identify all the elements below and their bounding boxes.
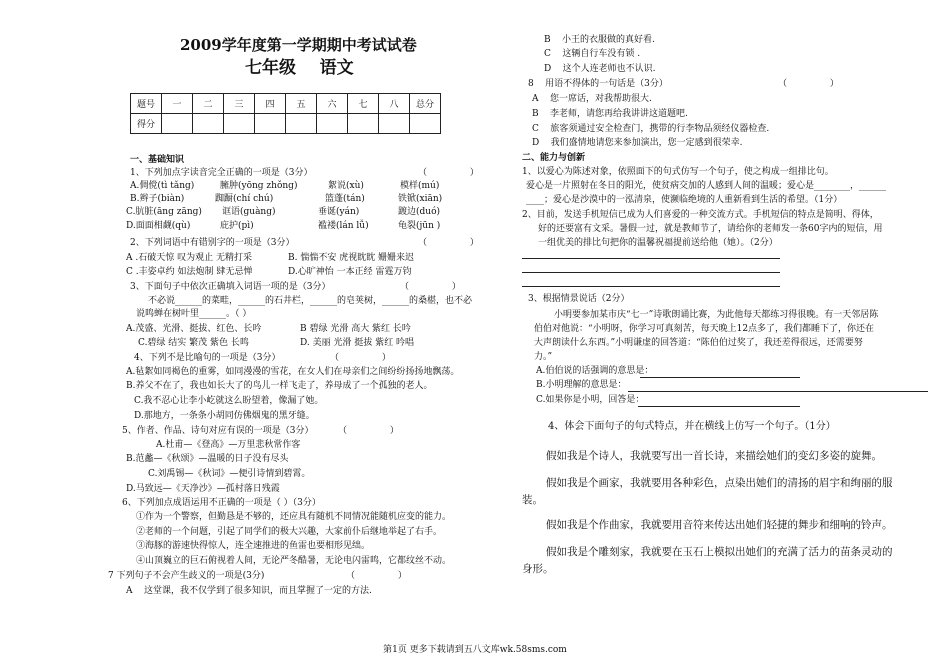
- answer-paren: （ ）: [346, 571, 407, 581]
- score-input-cell[interactable]: [348, 114, 379, 134]
- score-cell: 六: [317, 94, 348, 114]
- option: 踱边(duó): [398, 207, 440, 217]
- paragraph: 身形。: [522, 563, 554, 575]
- score-table-header-row: [131, 94, 441, 114]
- question-r1: 1、以爱心为陈述对象，依照面下的句式仿写一个句子，使之构成一组排比句。: [522, 167, 834, 177]
- option: C.肮脏(āng zāng): [126, 207, 202, 217]
- score-input-cell[interactable]: [317, 114, 348, 134]
- option: B.范蠡—《秋颂》—温暖的日子没有尽头: [126, 454, 289, 464]
- score-input-cell[interactable]: [379, 114, 410, 134]
- option: A 这堂课，我不仅学到了很多知识，而且掌握了一定的方法.: [126, 586, 372, 596]
- question-1: 1、下列加点字读音完全正确的一项是（3分）: [130, 168, 313, 178]
- question-r2: 2、目前，发送手机短信已成为人们喜爱的一种交流方式。手机短信的特点是简明、得体，: [522, 210, 879, 220]
- option: D.马致远—《天净沙》—孤村落日残霞: [126, 484, 280, 494]
- option: 絮说(xù): [328, 181, 364, 191]
- question-8: 8 用语不得体的一句话是（3分）: [528, 79, 668, 89]
- question-5: 5、作者、作品、诗句对应有误的一项是（3分）: [122, 426, 314, 436]
- option: C 这辆自行车没有锁 .: [544, 49, 641, 59]
- option: A.倜傥(tì tǎng): [130, 181, 195, 191]
- score-cell: 五: [286, 94, 317, 114]
- score-input-cell[interactable]: [286, 114, 317, 134]
- question-text: 大声朗读什么东西。”小明谦虚的回答道：“陈伯伯过奖了，我还差得很远，还需要努: [534, 338, 863, 348]
- question-text: 爱心是一片照射在冬日的阳光，使贫病交加的人感到人间的温暖；爱心是________，______: [526, 181, 887, 191]
- option: A.毡絮如同褐色的重雾，如同漫漫的雪花，在女人们在母亲们之间纷纷扬扬地飘荡。: [126, 367, 460, 377]
- option: B 碧绿 光滑 高大 紫红 长吟: [300, 324, 411, 334]
- score-table: [130, 93, 441, 134]
- section-heading: 一、基础知识: [130, 155, 185, 165]
- question-text: 小明要参加某市庆“七一”诗歌朗诵比赛，为此他每天都练习得很晚。有一天邻居陈: [554, 310, 879, 320]
- answer-line[interactable]: [640, 377, 800, 378]
- question-r3: 3、根据情景说话（2分）: [528, 294, 630, 304]
- question-6: 6、下列加点成语运用不正确的一项是（ ）（3分）: [122, 498, 321, 508]
- option: D. 美丽 光滑 挺拔 紫红 吟唱: [300, 338, 415, 348]
- question-text: 伯伯对他说：“小明呀，你学习可真刻苦，每天晚上12点多了，我们都睡下了，你还在: [534, 324, 875, 334]
- score-cell: 一: [162, 94, 193, 114]
- option: 模样(mú): [400, 181, 440, 191]
- question-7: 7 下列句子不会产生歧义的一项是(3分): [108, 571, 265, 581]
- score-table-score-row: [131, 114, 441, 134]
- option: D.那地方，一条条小胡同仿佛烟鬼的黑牙缝。: [134, 411, 315, 421]
- score-cell: 七: [348, 94, 379, 114]
- answer-paren: （ ）: [418, 168, 479, 178]
- answer-line[interactable]: [628, 391, 928, 392]
- option: D.面面相觑(qù): [126, 221, 191, 231]
- score-cell: 八: [379, 94, 410, 114]
- score-cell: 题号: [131, 94, 162, 114]
- option: A.茂盛、光滑、挺拔、红色、长吟: [126, 324, 262, 334]
- option: C.我不忍心让李小屹就这么盼望着，像漏了她。: [134, 396, 324, 406]
- paragraph: 装。: [522, 494, 543, 506]
- option: 踟蹰(chí chú): [215, 194, 274, 204]
- answer-line[interactable]: [522, 286, 780, 287]
- question-2: 2、下列词语中有错别字的一项是（3分）: [130, 238, 295, 248]
- prompt-b: B.小明理解的意思是：: [536, 380, 627, 390]
- exam-title: 2009学年度第一学期期中考试试卷: [180, 36, 417, 54]
- exam-subtitle: 七年级 语文: [245, 58, 354, 78]
- option: 诓语(guàng): [222, 207, 276, 217]
- option: B.辫子(biàn): [130, 194, 185, 204]
- question-text: 力。”: [534, 352, 553, 362]
- answer-line[interactable]: [638, 406, 800, 407]
- statement: ④山顶巍立的巨石俯视着人间，无论严冬酷暑，无论电闪雷鸣，它都纹丝不动。: [136, 556, 452, 566]
- page-footer: 第1页 更多下载请到五八文库wk.58sms.com: [383, 645, 567, 655]
- option: C.碧绿 结实 繁茂 紫色 长鸣: [138, 338, 249, 348]
- question-text: ____；爱心是沙漠中的一泓清泉，使濒临绝境的人重新看到生活的希望。（1分）: [526, 195, 843, 205]
- answer-line[interactable]: [522, 272, 780, 273]
- paragraph: 假如我是个诗人，我就要写出一首长诗，来描绘她们的变幻多姿的旋舞。: [546, 450, 882, 462]
- score-cell: 得分: [131, 114, 162, 134]
- prompt-c: C.如果你是小明，回答是：: [536, 395, 645, 405]
- option: B 李老师，请您再给我讲讲这道题吧.: [532, 109, 688, 119]
- question-text: 不必说______的菜畦，______的石井栏，______的皂荚树，______的桑椹，也不必: [148, 296, 473, 306]
- question-text: 说鸣蝉在树叶里______。（ ）: [136, 309, 252, 319]
- paragraph: 假如我是个作曲家，我就要用音符来传达出她们轻捷的舞步和细响的铃声。: [546, 519, 893, 531]
- score-input-cell[interactable]: [193, 114, 224, 134]
- option: C 旅客须通过安全检查门，携带的行李物品须经仪器检查.: [532, 124, 770, 134]
- option: 龟裂(jūn ): [398, 221, 441, 231]
- answer-paren: （ ）: [330, 353, 391, 363]
- prompt-a: A.伯伯说的话强调的意思是：: [536, 366, 654, 376]
- paragraph: 假如我是个画家，我就要用各种彩色，点染出她们的清扬的眉宇和绚丽的服: [546, 477, 893, 489]
- score-input-cell[interactable]: [224, 114, 255, 134]
- option: C .丰姿卓约 如法炮制 肆无忌惮: [126, 267, 253, 277]
- question-text: 一组优美的排比句把你的温馨祝福提前送给他（她）。（2分）: [538, 238, 778, 248]
- option: 臃肿(yōng zhǒng): [220, 181, 298, 191]
- option: D 我们盛情地请您来参加演出，您一定感到很荣幸.: [532, 138, 743, 148]
- option: C.刘禹锡—《秋词》—便引诗情到碧霄。: [148, 469, 311, 479]
- score-input-cell[interactable]: [162, 114, 193, 134]
- score-cell: 二: [193, 94, 224, 114]
- answer-paren: （ ）: [418, 238, 479, 248]
- option: A .石破天惊 叹为观止 无精打采: [126, 253, 252, 263]
- option: D.心旷神怡 一本正经 雷霆万钧: [288, 267, 412, 277]
- option: B 小王的衣服做的真好看.: [544, 35, 655, 45]
- question-text: 好的还要富有文采。暑假一过，就是教师节了，请给你的老师发一条60字内的短信，用: [538, 224, 883, 234]
- option: B.养父不在了，我也如长大了的鸟儿一样飞走了，养母成了一个孤独的老人。: [126, 381, 433, 391]
- score-cell: 总分: [410, 94, 441, 114]
- score-cell: 四: [255, 94, 286, 114]
- option: 垂诞(yán): [318, 207, 360, 217]
- option: 铁锨(xiān): [398, 194, 443, 204]
- answer-line[interactable]: [522, 258, 780, 259]
- question-4: 4、下列不是比喻句的一项是（3分）: [134, 353, 281, 363]
- score-cell: 三: [224, 94, 255, 114]
- option: A.杜甫—《登高》—万里悲秋常作客: [156, 440, 301, 450]
- option: D 这个人连老师也不认识.: [544, 64, 656, 74]
- score-input-cell[interactable]: [410, 114, 441, 134]
- section-heading: 二、能力与创新: [522, 153, 586, 163]
- paragraph: 假如我是个雕刻家，我就要在玉石上模拟出她们的充满了活力的苗条灵动的: [546, 546, 893, 558]
- option: 篮蓬(tán): [325, 194, 365, 204]
- answer-paren: （ ）: [778, 79, 839, 89]
- answer-paren: （ ）: [400, 282, 461, 292]
- question-r4: 4、体会下面句子的句式特点，并在横线上仿写一个句子。（1分）: [548, 421, 836, 432]
- option: 褴褛(lán lǚ): [318, 221, 369, 231]
- option: 庇护(pì): [220, 221, 254, 231]
- option: B. 惴惴不安 虎视眈眈 姗姗来迟: [288, 253, 415, 263]
- question-3: 3、下面句子中依次正确填入词语一项的是（3分）: [130, 282, 331, 292]
- score-input-cell[interactable]: [255, 114, 286, 134]
- answer-paren: （ ）: [338, 426, 399, 436]
- statement: ③海豚的游速快得惊人，连全速推进的鱼雷也要相形见绌。: [136, 541, 371, 551]
- option: A 您一席话，对我帮助很大.: [532, 94, 652, 104]
- statement: ②老师的一个问题，引起了同学们的极大兴趣，大家前仆后继地举起了右手。: [136, 527, 443, 537]
- statement: ①作为一个警察，但勤恳是不够的，还应具有随机不同情况能随机应变的能力。: [136, 512, 452, 522]
